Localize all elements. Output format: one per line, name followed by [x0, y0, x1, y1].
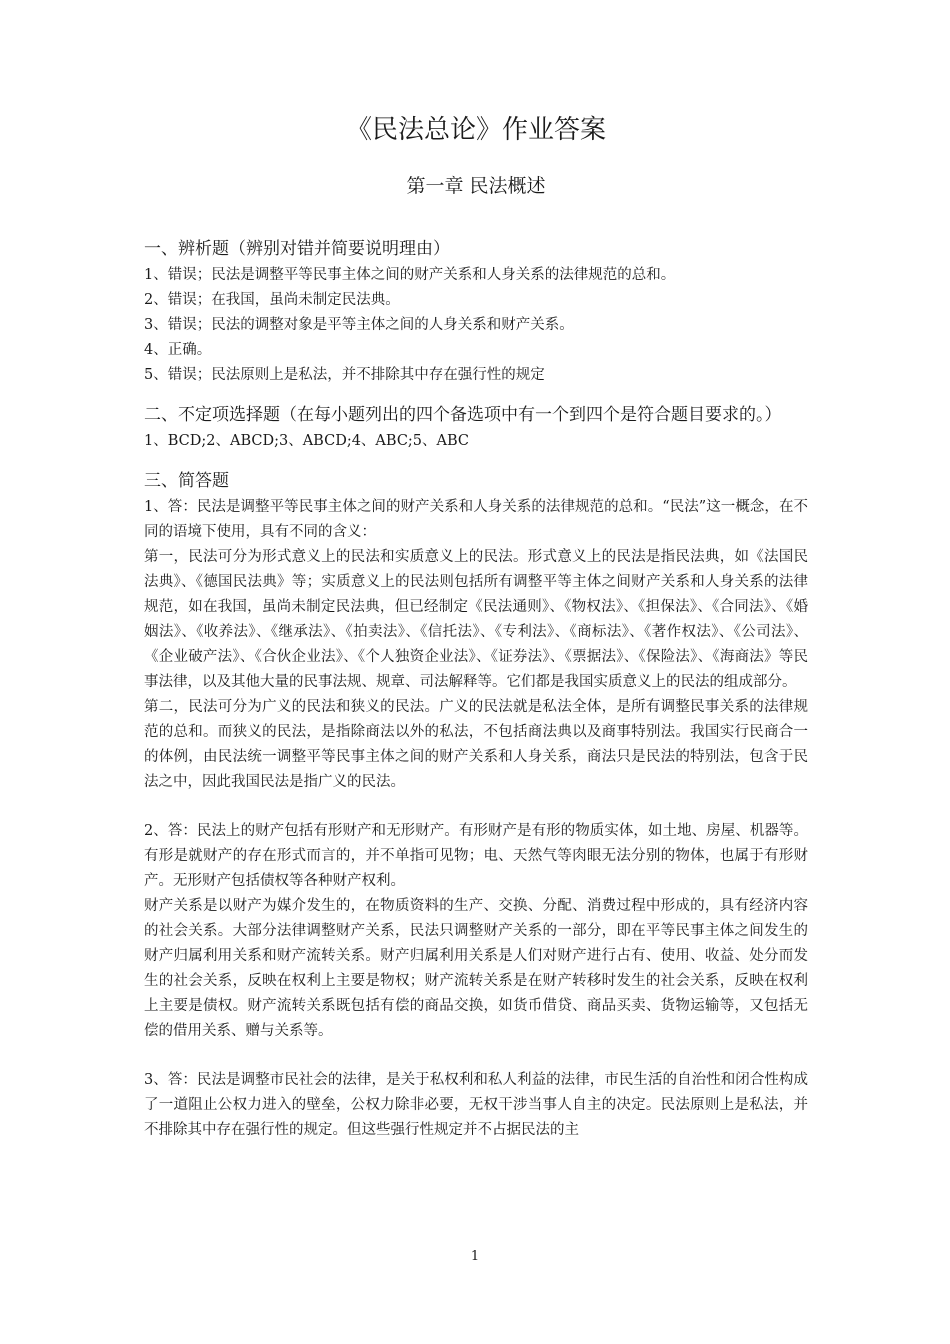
page-number: 1 [470, 1249, 480, 1264]
judgment-answer-3: 3、错误；民法的调整对象是平等主体之间的人身关系和财产关系。 [144, 317, 574, 333]
short-answer-3-paragraph-1: 3、答：民法是调整市民社会的法律，是关于私权利和私人利益的法律，市民生活的自治性和闭合性构成了一道阻止公权力进入的壁垒，公权力除非必要，无权干涉当事人自主的决定。民法原则上是私法，并不排除其中存在强行性的规定。但这些强行性规定并不占据民法的主 [144, 1072, 808, 1138]
spacer [144, 795, 808, 819]
spacer [144, 454, 808, 468]
section-heading-short-answer: 三、简答题 [144, 471, 229, 491]
short-answer-2-paragraph-2: 财产关系是以财产为媒介发生的，在物质资料的生产、交换、分配、消费过程中形成的，具有经济内容的社会关系。大部分法律调整财产关系，民法只调整财产关系的一部分，即在平等民事主体之间发生的财产归属利用关系和财产流转关系。财产归属利用关系是人们对财产进行占有、使用、收益、处分而发生的社会关系，反映在权利上主要是物权；财产流转关系是在财产转移时发生的社会关系，反映在权利上主要是债权。财产流转关系既包括有偿的商品交换，如货币借贷、商品买卖、货物运输等，又包括无偿的借用关系、赠与关系等。 [144, 898, 808, 1039]
document-title: 《民法总论》作业答案 [345, 115, 606, 145]
section-heading-multiple-choice: 二、不定项选择题（在每小题列出的四个备选项中有一个到四个是符合题目要求的。） [144, 405, 782, 425]
short-answer-2-paragraph-1: 2、答：民法上的财产包括有形财产和无形财产。有形财产是有形的物质实体，如土地、房屋、机器等。有形是就财产的存在形式而言的，并不单指可见物；电、天然气等肉眼无法分别的物体，也属于有形财产。无形财产包括债权等各种财产权利。 [144, 823, 808, 889]
judgment-answer-4: 4、正确。 [144, 342, 212, 358]
judgment-answer-2: 2、错误；在我国，虽尚未制定民法典。 [144, 292, 400, 308]
judgment-answer-1: 1、错误；民法是调整平等民事主体之间的财产关系和人身关系的法律规范的总和。 [144, 267, 676, 283]
spacer [144, 388, 808, 402]
multiple-choice-answers: 1、BCD;2、ABCD;3、ABCD;4、ABC;5、ABC [144, 433, 470, 449]
short-answer-1-point-1: 第一，民法可分为形式意义上的民法和实质意义上的民法。形式意义上的民法是指民法典，如《法国民法典》、《德国民法典》等；实质意义上的民法则包括所有调整平等主体之间财产关系和人身关系的法律规范，如在我国，虽尚未制定民法典，但已经制定《民法通则》、《物权法》、《担保法》、《合同法》、《婚姻法》、《收养法》、《继承法》、《拍卖法》、《信托法》、《专利法》、《商标法》、《著作权法》、《公司法》、《企业破产法》、《合伙企业法》、《个人独资企业法》、《证券法》、《票据法》、《保险法》、《海商法》等民事法律，以及其他大量的民事法规、规章、司法解释等。它们都是我国实质意义上的民法的组成部分。 [144, 549, 808, 690]
section-heading-judgment: 一、辨析题（辨别对错并简要说明理由） [144, 239, 450, 259]
judgment-answer-5: 5、错误；民法原则上是私法，并不排除其中存在强行性的规定 [144, 367, 545, 383]
short-answer-1-intro: 1、答：民法是调整平等民事主体之间的财产关系和人身关系的法律规范的总和。“民法”这一概念，在不同的语境下使用，具有不同的含义： [144, 499, 808, 540]
document-body [144, 236, 808, 1143]
short-answer-1-point-2: 第二，民法可分为广义的民法和狭义的民法。广义的民法就是私法全体，是所有调整民事关系的法律规范的总和。而狭义的民法，是指除商法以外的私法，不包括商法典以及商事特别法。我国实行民商合一的体例，由民法统一调整平等民事主体之间的财产关系和人身关系，商法只是民法的特别法，包含于民法之中，因此我国民法是指广义的民法。 [144, 699, 808, 790]
chapter-title: 第一章 民法概述 [406, 175, 546, 197]
spacer [144, 1044, 808, 1068]
